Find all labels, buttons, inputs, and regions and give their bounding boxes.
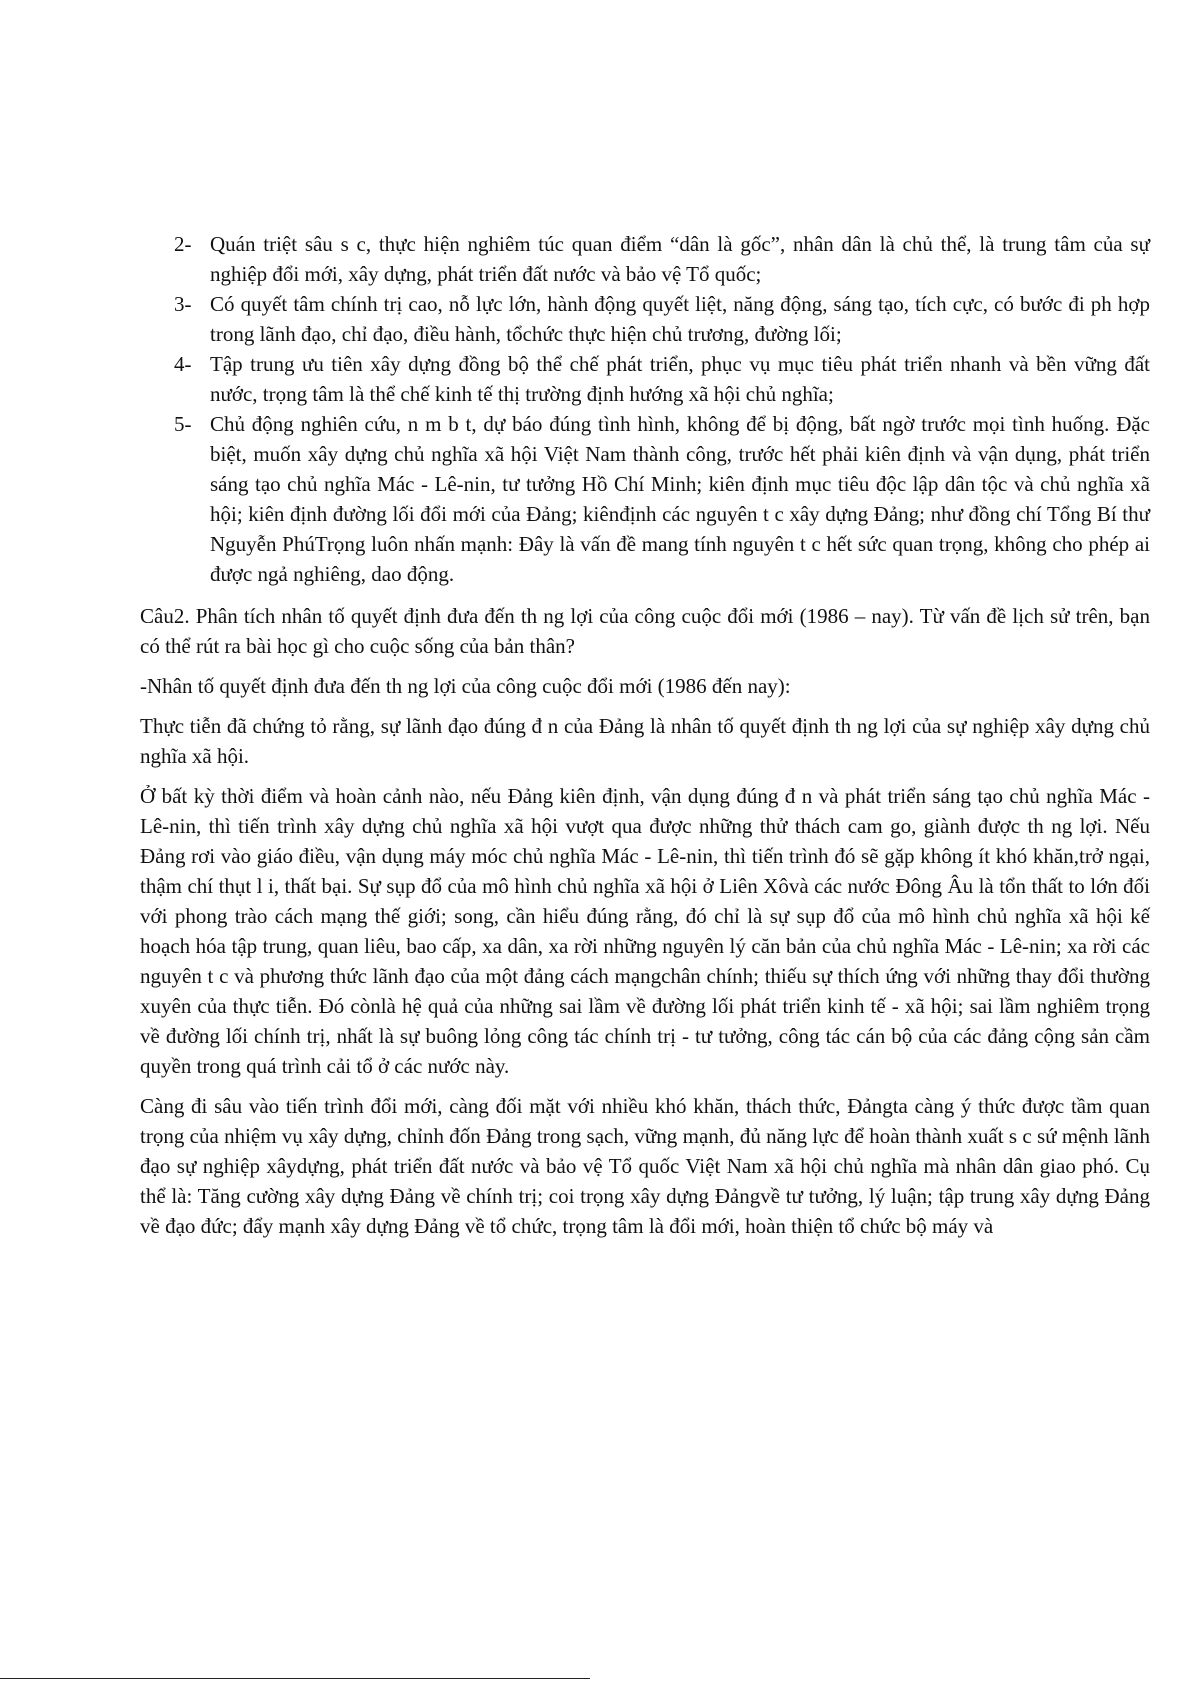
list-item-text: Quán triệt sâu s c, thực hiện nghiêm túc quan điểm “dân là gốc”, nhân dân là chủ thể, là trung tâm của sự nghiệp đổi mới, xây dựng, phát triển đất nước và bảo vệ Tổ quốc; <box>210 232 1150 286</box>
list-item <box>140 289 1150 349</box>
list-item-text: Có quyết tâm chính trị cao, nỗ lực lớn, hành động quyết liệt, năng động, sáng tạo, tích cực, có bước đi ph hợp trong lãnh đạo, chỉ đạo, điều hành, tổchức thực hiện chủ trương, đường lối; <box>210 292 1150 346</box>
list-item <box>140 349 1150 409</box>
list-item <box>140 229 1150 289</box>
body-paragraph: Càng đi sâu vào tiến trình đổi mới, càng đối mặt với nhiều khó khăn, thách thức, Đảngta càng ý thức được tầm quan trọng của nhiệm vụ xây dựng, chỉnh đốn Đảng trong sạch, vững mạnh, đủ năng lực để hoàn thành xuất s c sứ mệnh lãnh đạo sự nghiệp xâydựng, phát triển đất nước và bảo vệ Tổ quốc Việt Nam xã hội chủ nghĩa mà nhân dân giao phó. Cụ thể là: Tăng cường xây dựng Đảng về chính trị; coi trọng xây dựng Đảngvề tư tưởng, lý luận; tập trung xây dựng Đảng về đạo đức; đẩy mạnh xây dựng Đảng về tổ chức, trọng tâm là đổi mới, hoàn thiện tổ chức bộ máy và <box>140 1094 1150 1238</box>
list-item-number: 2- <box>174 232 192 256</box>
section-heading: -Nhân tố quyết định đưa đến th ng lợi của công cuộc đổi mới (1986 đến nay): <box>140 674 791 698</box>
body-paragraph: Ở bất kỳ thời điểm và hoàn cảnh nào, nếu Đảng kiên định, vận dụng đúng đ n và phát triển sáng tạo chủ nghĩa Mác - Lê-nin, thì tiến trình xây dựng chủ nghĩa xã hội vượt qua được những thử thách cam go, giành được th ng lợi. Nếu Đảng rơi vào giáo điều, vận dụng máy móc chủ nghĩa Mác - Lê-nin, thì tiến trình đó sẽ gặp không ít khó khăn,trở ngại, thậm chí thụt l i, thất bại. Sự sụp đổ của mô hình chủ nghĩa xã hội ở Liên Xôvà các nước Đông Âu là tổn thất to lớn đối với phong trào cách mạng thế giới; song, cần hiểu đúng rằng, đó chỉ là sự sụp đổ của mô hình chủ nghĩa xã hội kế hoạch hóa tập trung, quan liêu, bao cấp, xa dân, xa rời những nguyên lý căn bản của chủ nghĩa Mác - Lê-nin; xa rời các nguyên t c và phương thức lãnh đạo của một đảng cách mạngchân chính; thiếu sự thích ứng với những thay đổi thường xuyên của thực tiễn. Đó cònlà hệ quả của những sai lầm về đường lối phát triển kinh tế - xã hội; sai lầm nghiêm trọng về đường lối chính trị, nhất là sự buông lỏng công tác chính trị - tư tưởng, công tác cán bộ của các đảng cộng sản cầm quyền trong quá trình cải tổ ở các nước này. <box>140 784 1150 1078</box>
document-body <box>140 229 1150 1241</box>
question-paragraph: Câu2. Phân tích nhân tố quyết định đưa đến th ng lợi của công cuộc đổi mới (1986 – nay). Từ vấn đề lịch sử trên, bạn có thể rút ra bài học gì cho cuộc sống của bản thân? <box>140 604 1150 658</box>
numbered-list <box>140 229 1150 589</box>
list-item-number: 3- <box>174 292 192 316</box>
list-item-text: Chủ động nghiên cứu, n m b t, dự báo đúng tình hình, không để bị động, bất ngờ trước mọi tình huống. Đặc biệt, muốn xây dựng chủ nghĩa xã hội Việt Nam thành công, trước hết phải kiên định và vận dụng, phát triển sáng tạo chủ nghĩa Mác - Lê-nin, tư tưởng Hồ Chí Minh; kiên định mục tiêu độc lập dân tộc và chủ nghĩa xã hội; kiên định đường lối đổi mới của Đảng; kiênđịnh các nguyên t c xây dựng Đảng; như đồng chí Tổng Bí thư Nguyễn PhúTrọng luôn nhấn mạnh: Đây là vấn đề mang tính nguyên t c hết sức quan trọng, không cho phép ai được ngả nghiêng, dao động. <box>210 412 1150 586</box>
list-item-text: Tập trung ưu tiên xây dựng đồng bộ thể chế phát triển, phục vụ mục tiêu phát triển nhanh và bền vững đất nước, trọng tâm là thể chế kinh tế thị trường định hướng xã hội chủ nghĩa; <box>210 352 1150 406</box>
footer-divider <box>0 1678 590 1679</box>
body-paragraph: Thực tiễn đã chứng tỏ rằng, sự lãnh đạo đúng đ n của Đảng là nhân tố quyết định th ng lợi của sự nghiệp xây dựng chủ nghĩa xã hội. <box>140 714 1150 768</box>
list-item-number: 5- <box>174 412 192 436</box>
list-item-number: 4- <box>174 352 192 376</box>
list-item <box>140 409 1150 589</box>
